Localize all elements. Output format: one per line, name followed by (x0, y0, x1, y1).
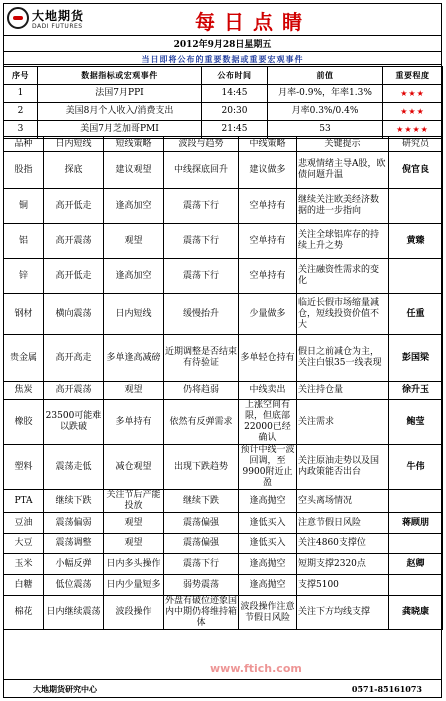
report-header (3, 3, 442, 36)
strategy-row (4, 335, 443, 382)
analyst-name: 赵卿 (389, 554, 443, 575)
mid-strategy: 预计中线一波回调，至9900附近止盈 (240, 445, 295, 488)
events-header-cell: 序号 (4, 67, 38, 85)
intraday-view: 继续下跌 (44, 490, 104, 513)
trend-view: 震荡下行 (164, 189, 239, 224)
key-tip: 关注持仓量 (297, 382, 389, 400)
event-name: 美国7月芝加哥PMI (38, 121, 202, 139)
variety-name: PTA (4, 490, 44, 513)
intraday-view: 震荡走低 (44, 445, 104, 490)
trend-view: 缓慢抬升 (164, 294, 239, 335)
events-table (3, 66, 443, 139)
analyst-name: 任重 (389, 294, 443, 335)
trend-view: 继续下跌 (164, 490, 239, 513)
event-time: 20:30 (202, 103, 268, 121)
mid-strategy: 建议做多 (239, 152, 297, 189)
event-previous: 月率0.3%/0.4% (268, 103, 383, 121)
short-strategy: 日内少量短多 (104, 575, 164, 596)
strategy-header-cell: 短线策略 (104, 137, 164, 152)
analyst-name: 倪官良 (389, 152, 443, 189)
short-strategy: 观望 (104, 224, 164, 259)
short-strategy: 多单持有 (104, 400, 164, 445)
analyst-name (389, 534, 443, 554)
intraday-view: 震荡调整 (44, 534, 104, 554)
key-tip: 关注需求 (297, 400, 389, 445)
analyst-name (389, 259, 443, 294)
intraday-view: 高开低走 (44, 259, 104, 294)
analyst-name: 龚晓康 (389, 596, 443, 630)
variety-name: 铝 (4, 224, 44, 259)
key-tip: 关注全球铝库存的持续上升之势 (297, 224, 389, 259)
short-strategy: 多单逢高减磅 (104, 335, 164, 382)
intraday-view: 23500可能难以跌破 (44, 400, 104, 445)
logo-chinese-text: 大地期货 (32, 9, 85, 23)
strategy-body (4, 152, 443, 630)
strategy-row (4, 294, 443, 335)
strategy-row (4, 382, 443, 400)
events-subtitle: 当日即将公布的重要数据或重要宏观事件 (3, 51, 442, 65)
variety-name: 豆油 (4, 513, 44, 534)
strategy-header-cell: 日内短线 (44, 137, 104, 152)
mid-strategy: 上涨空间有限，但底部22000已经确认 (239, 400, 297, 445)
contact-phone: 0571-85161073 (351, 684, 422, 694)
analyst-name (389, 189, 443, 224)
intraday-view: 高开震荡 (44, 382, 104, 400)
trend-view: 出现下跌趋势 (164, 445, 239, 490)
strategy-row (4, 445, 443, 490)
short-strategy: 减仓观望 (104, 445, 164, 490)
analyst-name: 黄臻 (389, 224, 443, 259)
key-tip: 注意节假日风险 (297, 513, 389, 534)
logo-english-text: DADI FUTURES (32, 23, 83, 30)
strategy-row (4, 152, 443, 189)
short-strategy: 逢高加空 (104, 259, 164, 294)
key-tip: 短期支撑2320点 (297, 554, 389, 575)
event-row (4, 103, 443, 121)
analyst-name (389, 575, 443, 596)
trend-view: 外盘有破位迹象国内中期仍将维持箱体 (165, 596, 238, 628)
strategy-header-cell: 品种 (4, 137, 44, 152)
key-tip: 空头离场情况 (297, 490, 389, 513)
importance-stars-icon: ★★★★ (383, 121, 443, 139)
events-header-cell: 数据指标或宏观事件 (38, 67, 202, 85)
short-strategy: 观望 (104, 534, 164, 554)
trend-view: 弱势震荡 (164, 575, 239, 596)
variety-name: 钢材 (4, 294, 44, 335)
events-header-row (4, 67, 443, 85)
intraday-view: 小幅反弹 (44, 554, 104, 575)
variety-name: 橡胶 (4, 400, 44, 445)
strategy-row (4, 400, 443, 445)
mid-strategy: 逢低买入 (239, 513, 297, 534)
key-tip: 假日之前减仓为主，关注白银35一线表现 (297, 335, 389, 382)
variety-name: 铜 (4, 189, 44, 224)
event-previous: 53 (268, 121, 383, 139)
trend-view: 震荡偏强 (164, 513, 239, 534)
key-tip: 支撑5100 (297, 575, 389, 596)
strategy-header-cell: 中线策略 (239, 137, 297, 152)
short-strategy: 波段操作 (104, 596, 164, 630)
mid-strategy: 中线卖出 (239, 382, 297, 400)
trend-view: 依然有反弹需求 (164, 400, 239, 445)
intraday-view: 低位震荡 (44, 575, 104, 596)
strategy-row (4, 554, 443, 575)
analyst-name: 牛伟 (389, 445, 443, 490)
intraday-view: 高开低走 (44, 189, 104, 224)
watermark-text: www.ftich.com (210, 662, 302, 675)
importance-stars-icon: ★★★ (383, 103, 443, 121)
strategy-row (4, 575, 443, 596)
short-strategy: 日内短线 (104, 294, 164, 335)
key-tip: 临近长假市场缩量减仓，短线投资价值不大 (297, 294, 389, 335)
short-strategy: 日内多头操作 (104, 554, 164, 575)
strategy-row (4, 534, 443, 554)
mid-strategy: 空单持有 (239, 189, 297, 224)
trend-view: 仍将趋弱 (164, 382, 239, 400)
importance-stars-icon: ★★★ (383, 85, 443, 103)
short-strategy: 建议观望 (104, 152, 164, 189)
strategy-row (4, 490, 443, 513)
page-title: 每日点睛 (195, 10, 311, 34)
event-number: 1 (4, 85, 38, 103)
trend-view: 震荡下行 (164, 259, 239, 294)
variety-name: 股指 (4, 152, 44, 189)
report-date: 2012年9月28日星期五 (173, 40, 272, 50)
intraday-view: 高开震荡 (44, 224, 104, 259)
mid-strategy: 少量做多 (239, 294, 297, 335)
trend-view: 震荡下行 (164, 554, 239, 575)
trend-view: 震荡偏强 (164, 534, 239, 554)
intraday-view: 探底 (44, 152, 104, 189)
strategy-row (4, 224, 443, 259)
events-header-cell: 前值 (268, 67, 383, 85)
analyst-name: 蒋顾朋 (389, 513, 443, 534)
key-tip: 关注融资性需求的变化 (297, 259, 389, 294)
intraday-view: 高开高走 (44, 335, 104, 382)
key-tip: 关注4860支撑位 (297, 534, 389, 554)
variety-name: 大豆 (4, 534, 44, 554)
mid-strategy: 多单轻仓持有 (239, 335, 297, 382)
event-name: 法国7月PPI (38, 85, 202, 103)
report-footer (3, 679, 442, 698)
variety-name: 锌 (4, 259, 44, 294)
key-tip: 关注下方均线支撑 (297, 596, 389, 630)
event-time: 21:45 (202, 121, 268, 139)
trend-view: 近期调整是否结束有待验证 (164, 335, 239, 382)
mid-strategy: 逢高抛空 (239, 575, 297, 596)
analyst-name (389, 490, 443, 513)
event-number: 3 (4, 121, 38, 139)
strategy-table (3, 136, 443, 630)
mid-strategy: 逢高抛空 (239, 554, 297, 575)
event-previous: 月率-0.9%，年率1.3% (268, 85, 383, 103)
mid-strategy: 波段操作注意节假日风险 (239, 596, 297, 630)
strategy-header-cell: 研究员 (389, 137, 443, 152)
mid-strategy: 逢高抛空 (239, 490, 297, 513)
event-row (4, 85, 443, 103)
short-strategy: 关注节后产能投放 (104, 490, 164, 513)
event-name: 美国8月个人收入/消费支出 (38, 103, 202, 121)
event-time: 14:45 (202, 85, 268, 103)
analyst-name: 彭国梁 (389, 335, 443, 382)
strategy-row (4, 259, 443, 294)
analyst-name: 鲍莹 (389, 400, 443, 445)
events-header-cell: 重要程度 (383, 67, 443, 85)
strategy-row (4, 189, 443, 224)
variety-name: 玉米 (4, 554, 44, 575)
research-dept: 大地期货研究中心 (33, 684, 97, 694)
analyst-name: 徐升玉 (389, 382, 443, 400)
event-number: 2 (4, 103, 38, 121)
intraday-view: 横向震荡 (44, 294, 104, 335)
strategy-row (4, 596, 443, 630)
intraday-view: 震荡偏弱 (44, 513, 104, 534)
variety-name: 棉花 (4, 596, 44, 630)
key-tip: 悲观情绪主导A股，欧债问题升温 (297, 152, 389, 189)
events-header-cell: 公布时间 (202, 67, 268, 85)
key-tip: 继续关注欧美经济数据的进一步指向 (297, 189, 389, 224)
variety-name: 贵金属 (4, 335, 44, 382)
company-logo-icon (7, 7, 29, 29)
short-strategy: 观望 (104, 513, 164, 534)
trend-view: 中线探底回升 (164, 152, 239, 189)
short-strategy: 观望 (104, 382, 164, 400)
intraday-view: 日内继续震荡 (44, 596, 104, 630)
mid-strategy: 空单持有 (239, 224, 297, 259)
key-tip: 关注原油走势以及国内政策能否出台 (297, 445, 389, 490)
mid-strategy: 逢低买入 (239, 534, 297, 554)
strategy-header-cell: 关键提示 (297, 137, 389, 152)
strategy-header-cell: 波段与趋势 (164, 137, 239, 152)
mid-strategy: 空单持有 (239, 259, 297, 294)
strategy-row (4, 513, 443, 534)
variety-name: 焦炭 (4, 382, 44, 400)
short-strategy: 逢高加空 (104, 189, 164, 224)
variety-name: 塑料 (4, 445, 44, 490)
variety-name: 白糖 (4, 575, 44, 596)
strategy-header-row (4, 137, 443, 152)
trend-view: 震荡下行 (164, 224, 239, 259)
